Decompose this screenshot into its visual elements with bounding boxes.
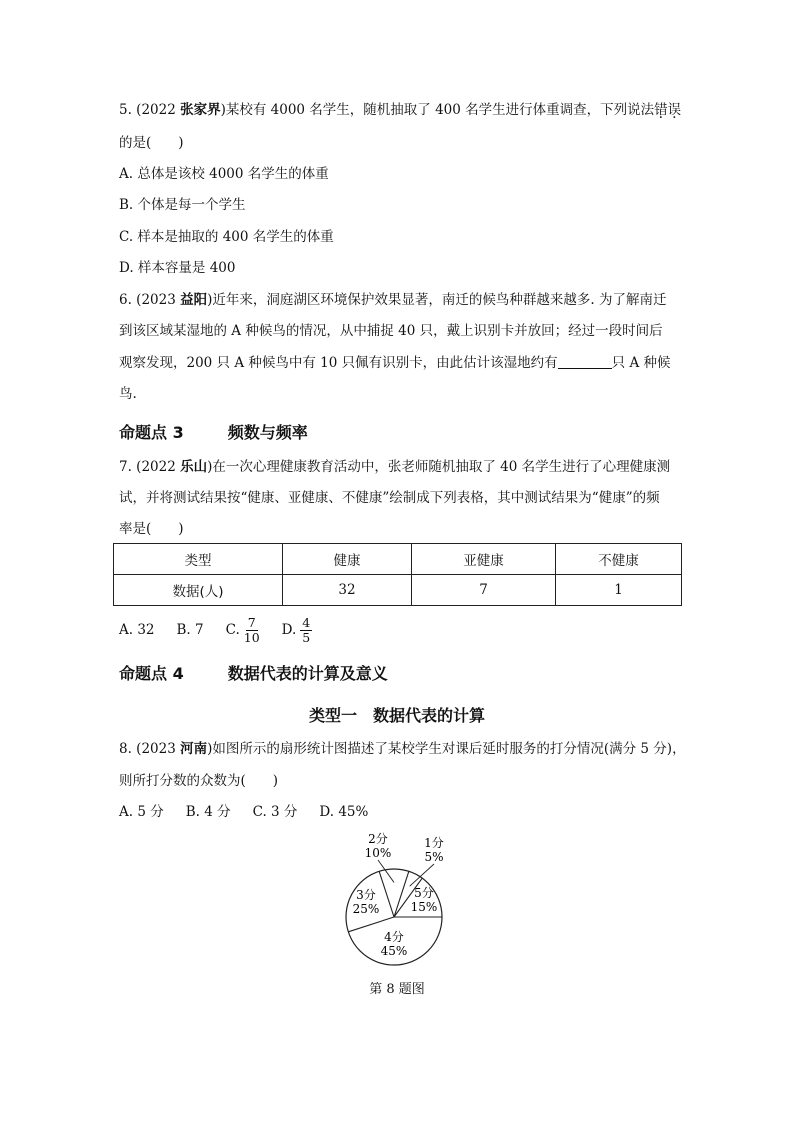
pie-slice-boundary xyxy=(379,871,394,917)
pie-slice-label xyxy=(424,835,444,864)
q8-line-2: 则所打分数的众数为( ) xyxy=(119,773,279,789)
q6-line-3 xyxy=(119,353,671,373)
q5-emph-text xyxy=(654,102,681,118)
table-cell: 32 xyxy=(283,575,412,606)
pie-leader-line xyxy=(410,864,434,886)
q7-option-d xyxy=(282,616,313,645)
q6-line-3-a: 观察发现，200 只 A 种候鸟中有 10 只佩有识别卡，由此估计该湿地约有 xyxy=(119,355,558,371)
pie-label-percent: 15% xyxy=(410,900,438,914)
q6-answer-blank[interactable] xyxy=(558,354,612,369)
q5-text: )某校有 4000 名学生，随机抽取了 400 名学生进行体重调查，下列说法 xyxy=(220,102,655,118)
q6-line-4: 鸟. xyxy=(119,386,137,402)
q8-text: )如图所示的扇形统计图描述了某校学生对课后延时服务的打分情况(满分 5 分)， xyxy=(207,741,686,757)
q7-option-a: A. 32 xyxy=(119,622,155,638)
q7-option-d-label: D. xyxy=(281,622,297,638)
q8-line-1 xyxy=(119,739,686,759)
pie-slice-label xyxy=(365,831,392,860)
pie-chart xyxy=(320,825,480,975)
table-header-cell: 类型 xyxy=(114,544,283,575)
q5-line-2: 的是( ) xyxy=(119,135,184,151)
q5-option-b: B. 个体是每一个学生 xyxy=(119,197,246,213)
table-header-cell: 不健康 xyxy=(556,544,682,575)
section-4-heading xyxy=(119,661,388,684)
q7-option-b: B. 7 xyxy=(176,622,204,638)
pie-label-percent: 45% xyxy=(380,944,408,958)
fraction-numerator: 4 xyxy=(302,615,311,630)
section-3-heading xyxy=(119,420,308,443)
emphasis-char: 误 xyxy=(667,102,682,118)
q7-prefix: 7. (2022 xyxy=(119,459,181,475)
table-cell: 7 xyxy=(412,575,556,606)
section-3-label: 命题点 3 xyxy=(119,423,184,442)
pie-label-percent: 25% xyxy=(352,902,380,916)
fraction-denominator: 5 xyxy=(302,630,311,645)
table-header-cell: 健康 xyxy=(283,544,412,575)
section-3-title: 频数与频率 xyxy=(227,423,308,442)
q8-option-c: C. 3 分 xyxy=(252,804,298,820)
table-header-cell: 亚健康 xyxy=(412,544,556,575)
q5-option-c: C. 样本是抽取的 400 名学生的体重 xyxy=(119,229,334,245)
q7-option-c-label: C. xyxy=(225,622,240,638)
q7-line-2: 试，并将测试结果按“健康、亚健康、不健康”绘制成下列表格，其中测试结果为“健康”的频 xyxy=(119,490,660,506)
q8-prefix: 8. (2023 xyxy=(119,741,181,757)
pie-slice-label xyxy=(381,929,408,958)
table-cell: 数据(人) xyxy=(114,575,283,606)
pie-label-category: 2分 xyxy=(368,832,388,846)
q6-prefix: 6. (2023 xyxy=(119,292,181,308)
q7-option-c-fraction xyxy=(244,616,260,645)
q7-line-1 xyxy=(119,457,670,477)
q5-source: 张家界 xyxy=(180,102,221,118)
pie-label-percent: 5% xyxy=(424,850,444,864)
q6-line-2: 到该区域某湿地的 A 种候鸟的情况，从中捕捉 40 只，戴上识别卡并放回；经过一段时间后 xyxy=(119,323,663,339)
table-row xyxy=(114,544,682,575)
subsection-heading: 类型一 数据代表的计算 xyxy=(308,706,485,725)
q6-source: 益阳 xyxy=(180,292,208,308)
q5-emphasis xyxy=(654,102,681,118)
pie-slice-label xyxy=(411,885,438,914)
q5-option-d: D. 样本容量是 400 xyxy=(119,260,236,276)
q5-prefix: 5. (2022 xyxy=(119,102,181,118)
pie-label-category: 4分 xyxy=(384,930,404,944)
fraction-denominator: 10 xyxy=(243,630,260,645)
q6-text: )近年来，洞庭湖区环境保护效果显著，南迁的候鸟种群越来越多. 为了解南迁 xyxy=(207,292,667,308)
pie-label-category: 1分 xyxy=(424,836,444,850)
q7-line-3: 率是( ) xyxy=(119,521,184,537)
pie-label-percent: 10% xyxy=(364,846,392,860)
q7-option-c xyxy=(226,616,260,645)
section-4-title: 数据代表的计算及意义 xyxy=(227,664,388,683)
pie-label-category: 3分 xyxy=(356,888,376,902)
figure-caption: 第 8 题图 xyxy=(369,982,425,997)
fraction-numerator: 7 xyxy=(247,615,256,630)
q6-line-1 xyxy=(119,290,666,310)
table-cell: 1 xyxy=(556,575,682,606)
q6-line-3-b: 只 A 种候 xyxy=(611,355,671,371)
q7-text: )在一次心理健康教育活动中，张老师随机抽取了 40 名学生进行了心理健康测 xyxy=(207,459,671,475)
pie-label-category: 5分 xyxy=(414,886,434,900)
q7-table xyxy=(113,543,682,606)
pie-slice-label xyxy=(353,887,380,916)
q7-option-d-fraction xyxy=(300,616,312,645)
q7-source: 乐山 xyxy=(180,459,208,475)
emphasis-char: 错 xyxy=(654,102,668,118)
q8-option-d: D. 45% xyxy=(319,804,369,820)
q8-option-b: B. 4 分 xyxy=(185,804,231,820)
section-4-label: 命题点 4 xyxy=(119,664,184,683)
q7-options xyxy=(119,616,334,645)
q8-option-a: A. 5 分 xyxy=(119,804,164,820)
q8-options xyxy=(119,802,390,822)
q8-source: 河南 xyxy=(180,741,208,757)
q5-line-1 xyxy=(119,100,681,120)
q5-option-a: A. 总体是该校 4000 名学生的体重 xyxy=(119,166,329,182)
table-row xyxy=(114,575,682,606)
pie-slice-boundary xyxy=(394,871,409,917)
